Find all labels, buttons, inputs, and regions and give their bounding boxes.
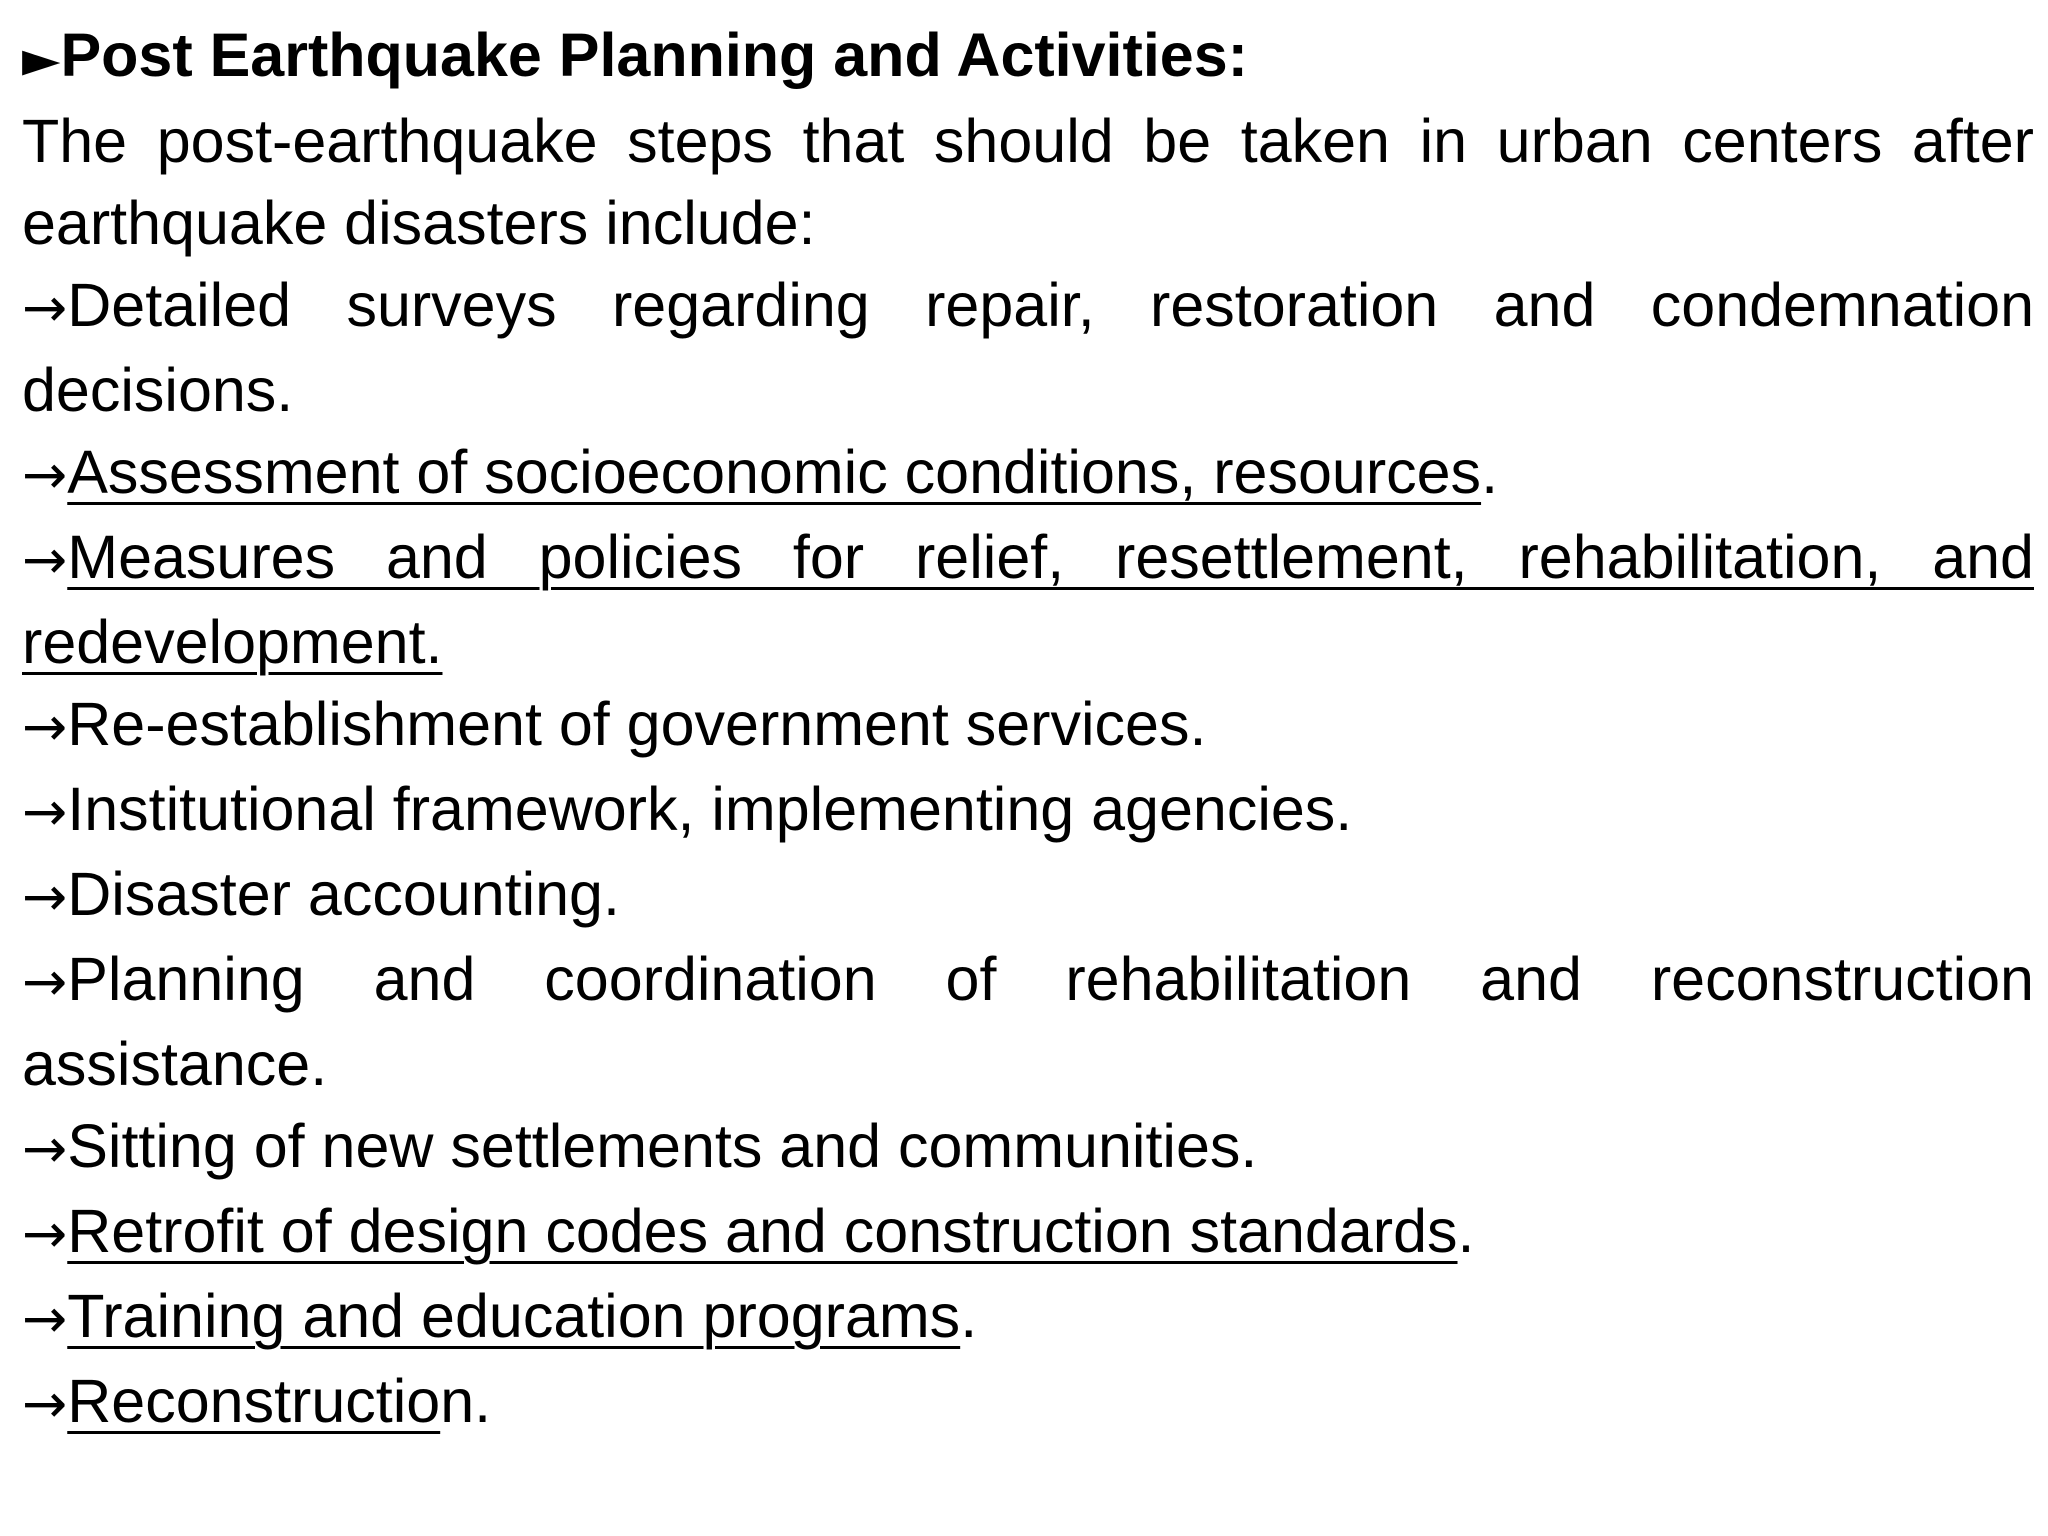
list-item-text: Disaster accounting. xyxy=(67,860,620,928)
list-item xyxy=(22,431,2034,516)
list-item-text: Institutional framework, implementing agencies. xyxy=(67,775,1353,843)
list-item-underlined-text: Training and education programs xyxy=(67,1282,961,1350)
triangle-bullet-icon: ► xyxy=(22,30,61,88)
list-item-underlined-text: Measures and policies for relief, resettlement, rehabilitation, and redevelopment. xyxy=(22,523,2034,676)
arrow-right-icon: → xyxy=(22,276,68,339)
list-item xyxy=(22,1105,2034,1190)
arrow-right-icon: → xyxy=(22,780,68,843)
slide-title xyxy=(22,14,2034,100)
list-item xyxy=(22,938,2034,1105)
list-item xyxy=(22,853,2034,938)
list-item xyxy=(22,1360,2034,1445)
list-item-underlined-text: Reconstructio xyxy=(67,1367,441,1435)
arrow-right-icon: → xyxy=(22,695,68,758)
list-item-text: Planning and coordination of rehabilitation and reconstruction assistance. xyxy=(22,945,2034,1098)
arrow-right-icon: → xyxy=(22,1202,68,1265)
list-item-text: Detailed surveys regarding repair, restoration and condemnation decisions. xyxy=(22,271,2034,424)
list-item-text: . xyxy=(960,1282,978,1350)
list-item-text: . xyxy=(1457,1197,1475,1265)
slide-content xyxy=(22,14,2034,1445)
list-item-text: Re-establishment of government services. xyxy=(67,690,1207,758)
slide-title-text: Post Earthquake Planning and Activities: xyxy=(60,21,1248,89)
arrow-right-icon: → xyxy=(22,865,68,928)
list-item-text: Sitting of new settlements and communities. xyxy=(67,1112,1258,1180)
list-item xyxy=(22,683,2034,768)
arrow-right-icon: → xyxy=(22,528,68,591)
list-item xyxy=(22,1275,2034,1360)
list-item-text: . xyxy=(1481,438,1499,506)
arrow-right-icon: → xyxy=(22,1372,68,1435)
list-item xyxy=(22,516,2034,683)
arrow-right-icon: → xyxy=(22,1117,68,1180)
list-item-text: n. xyxy=(440,1367,492,1435)
arrow-right-icon: → xyxy=(22,443,68,506)
intro-paragraph: The post-earthquake steps that should be taken in urban centers after earthquake disasters include: xyxy=(22,107,2034,257)
list-item xyxy=(22,1190,2034,1275)
arrow-right-icon: → xyxy=(22,1287,68,1350)
list-item xyxy=(22,768,2034,853)
arrow-right-icon: → xyxy=(22,950,68,1013)
list-item xyxy=(22,264,2034,431)
activity-list xyxy=(22,264,2034,1445)
list-item-underlined-text: Assessment of socioeconomic conditions, resources xyxy=(67,438,1482,506)
list-item-underlined-text: Retrofit of design codes and construction standards xyxy=(67,1197,1458,1265)
